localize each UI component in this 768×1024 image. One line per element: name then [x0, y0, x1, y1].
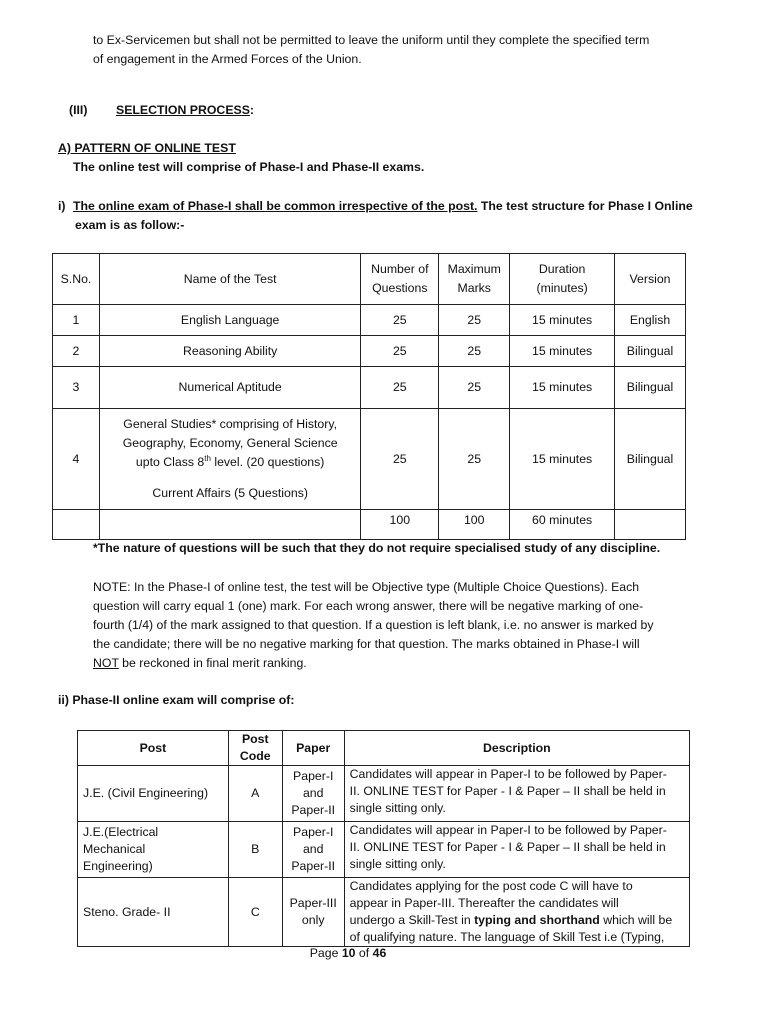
paper-text: Paper-I — [293, 825, 334, 839]
phase2-heading: ii) Phase-II online exam will comprise of: — [58, 693, 295, 707]
note-paragraph — [93, 578, 691, 673]
cell-sno: 2 — [53, 336, 100, 367]
desc-line: single sitting only. — [349, 801, 446, 815]
desc-text: which will be — [599, 913, 673, 927]
section-title-text: SELECTION PROCESS — [116, 103, 250, 117]
footnote: *The nature of questions will be such that they do not require specialised study of any discipline. — [93, 541, 661, 555]
phase1-intro — [58, 197, 698, 235]
cell-test-name: English Language — [99, 305, 360, 336]
cell-code: B — [228, 822, 282, 878]
cell-questions: 25 — [361, 305, 439, 336]
header-marks — [439, 254, 510, 305]
pattern-heading-text: A) PATTERN OF ONLINE TEST — [58, 141, 236, 155]
header-version: Version — [615, 254, 686, 305]
header-text: Post — [241, 732, 269, 746]
desc-line: appear in Paper-III. Thereafter the candidates will — [349, 896, 619, 910]
pattern-heading — [58, 141, 236, 155]
section-title — [116, 103, 254, 117]
note-line: the candidate; there will be no negative marking for that question. The marks obtained in Phase-I will — [93, 637, 640, 651]
gs-text: level. (20 questions) — [210, 455, 325, 469]
gs-text: upto Class 8 — [135, 455, 205, 469]
cell-post: Steno. Grade- II — [78, 878, 229, 947]
total-questions: 100 — [361, 510, 439, 540]
desc-line: single sitting only. — [349, 857, 446, 871]
post-text: J.E.(Electrical — [83, 825, 159, 839]
page-total: 46 — [372, 946, 387, 960]
header-text: Marks — [457, 281, 491, 295]
cell-version: Bilingual — [615, 367, 686, 409]
cell-empty — [615, 510, 686, 540]
note-line: question will carry equal 1 (one) mark. For each wrong answer, there will be negative marking of one- — [93, 599, 644, 613]
cell-test-name: Numerical Aptitude — [99, 367, 360, 409]
phase1-line2: exam is as follow:- — [75, 218, 185, 232]
cell-questions: 25 — [361, 367, 439, 409]
header-text: Duration — [538, 262, 586, 276]
header-test-name: Name of the Test — [99, 254, 360, 305]
header-duration — [510, 254, 615, 305]
page-number: 10 — [341, 946, 356, 960]
note-line: NOTE: In the Phase-I of online test, the test will be Objective type (Multiple Choice Questions). Each — [93, 580, 640, 594]
desc-line — [350, 912, 684, 929]
table-total-row — [53, 510, 686, 540]
intro-line: to Ex-Servicemen but shall not be permitted to leave the uniform until they complete the specified term — [93, 33, 650, 47]
post-text: Mechanical — [83, 842, 146, 856]
cell-duration: 15 minutes — [510, 409, 615, 510]
table-header-row — [53, 254, 686, 305]
cell-empty — [53, 510, 100, 540]
phase1-emphasis: The online exam of Phase-I shall be common irrespective of the post. — [72, 199, 478, 213]
cell-post — [78, 822, 229, 878]
page-footer — [0, 946, 696, 960]
paper-text: Paper-III — [289, 896, 337, 910]
cell-duration: 15 minutes — [510, 336, 615, 367]
header-text: Maximum — [447, 262, 501, 276]
cell-sno: 3 — [53, 367, 100, 409]
header-text: Code — [239, 749, 271, 763]
table-header-row — [78, 731, 690, 766]
intro-line: of engagement in the Armed Forces of the Union. — [93, 52, 362, 66]
intro-paragraph — [93, 31, 691, 69]
cell-marks: 25 — [439, 305, 510, 336]
cell-version: Bilingual — [615, 336, 686, 367]
paper-text: and — [302, 842, 324, 856]
note-emphasis: NOT — [93, 656, 119, 670]
cell-marks: 25 — [439, 336, 510, 367]
cell-post: J.E. (Civil Engineering) — [78, 766, 229, 822]
cell-description — [344, 822, 689, 878]
section-title-colon: : — [249, 103, 255, 117]
table-row — [53, 367, 686, 409]
gs-line — [100, 453, 360, 472]
desc-line: II. ONLINE TEST for Paper - I & Paper – II shall be held in — [349, 840, 666, 854]
cell-code: A — [228, 766, 282, 822]
desc-text: undergo a Skill-Test in — [349, 913, 475, 927]
cell-test-name — [99, 409, 360, 510]
cell-questions: 25 — [361, 336, 439, 367]
paper-text: Paper-I — [293, 769, 334, 783]
phase1-rest: The test structure for Phase I Online — [477, 199, 693, 213]
desc-line: Candidates will appear in Paper-I to be followed by Paper- — [349, 767, 667, 781]
table-row — [78, 878, 690, 947]
table-row — [53, 305, 686, 336]
gs-line: Geography, Economy, General Science — [122, 436, 338, 450]
footer-text: of — [355, 946, 373, 960]
cell-version: English — [615, 305, 686, 336]
header-paper: Paper — [282, 731, 344, 766]
cell-paper — [282, 822, 344, 878]
cell-description — [344, 878, 689, 947]
footer-text: Page — [309, 946, 342, 960]
header-text: (minutes) — [536, 281, 588, 295]
phase2-table — [77, 730, 690, 947]
cell-marks: 25 — [439, 409, 510, 510]
total-marks: 100 — [439, 510, 510, 540]
paper-text: Paper-II — [291, 803, 336, 817]
cell-description — [344, 766, 689, 822]
post-text: Engineering) — [83, 859, 153, 873]
gs-superscript: th — [204, 453, 211, 463]
table-row — [78, 766, 690, 822]
cell-marks: 25 — [439, 367, 510, 409]
cell-sno: 4 — [53, 409, 100, 510]
table-row — [53, 336, 686, 367]
desc-line: Candidates will appear in Paper-I to be followed by Paper- — [349, 823, 667, 837]
phase1-test-table — [52, 253, 686, 540]
cell-duration: 15 minutes — [510, 367, 615, 409]
desc-line: II. ONLINE TEST for Paper - I & Paper – II shall be held in — [349, 784, 666, 798]
total-duration: 60 minutes — [510, 510, 615, 540]
table-row — [53, 409, 686, 510]
cell-version: Bilingual — [615, 409, 686, 510]
desc-line: of qualifying nature. The language of Skill Test i.e (Typing, — [349, 930, 665, 944]
header-description: Description — [344, 731, 689, 766]
phase1-label: i) — [58, 199, 66, 213]
section-number: (III) — [69, 103, 88, 117]
cell-paper — [282, 878, 344, 947]
phase1-line — [58, 197, 698, 216]
header-questions — [361, 254, 439, 305]
cell-paper — [282, 766, 344, 822]
gs-line: Current Affairs (5 Questions) — [152, 486, 308, 500]
cell-duration: 15 minutes — [510, 305, 615, 336]
desc-emphasis: typing and shorthand — [474, 913, 600, 927]
gs-line: General Studies* comprising of History, — [123, 417, 337, 431]
cell-sno: 1 — [53, 305, 100, 336]
table-row — [78, 822, 690, 878]
pattern-subheading: The online test will comprise of Phase-I and Phase-II exams. — [73, 160, 425, 174]
cell-empty — [99, 510, 360, 540]
cell-code: C — [228, 878, 282, 947]
paper-text: only — [301, 913, 325, 927]
header-text: Questions — [372, 281, 428, 295]
desc-line: Candidates applying for the post code C will have to — [349, 879, 633, 893]
header-sno: S.No. — [53, 254, 100, 305]
note-line: fourth (1/4) of the mark assigned to that question. If a question is left blank, i.e. no answer is marked by — [93, 618, 654, 632]
paper-text: and — [302, 786, 324, 800]
cell-questions: 25 — [361, 409, 439, 510]
header-post-code — [228, 731, 282, 766]
note-line — [93, 654, 691, 673]
header-text: Number of — [371, 262, 429, 276]
note-text: be reckoned in final merit ranking. — [118, 656, 307, 670]
header-post: Post — [78, 731, 229, 766]
paper-text: Paper-II — [291, 859, 336, 873]
cell-test-name: Reasoning Ability — [99, 336, 360, 367]
